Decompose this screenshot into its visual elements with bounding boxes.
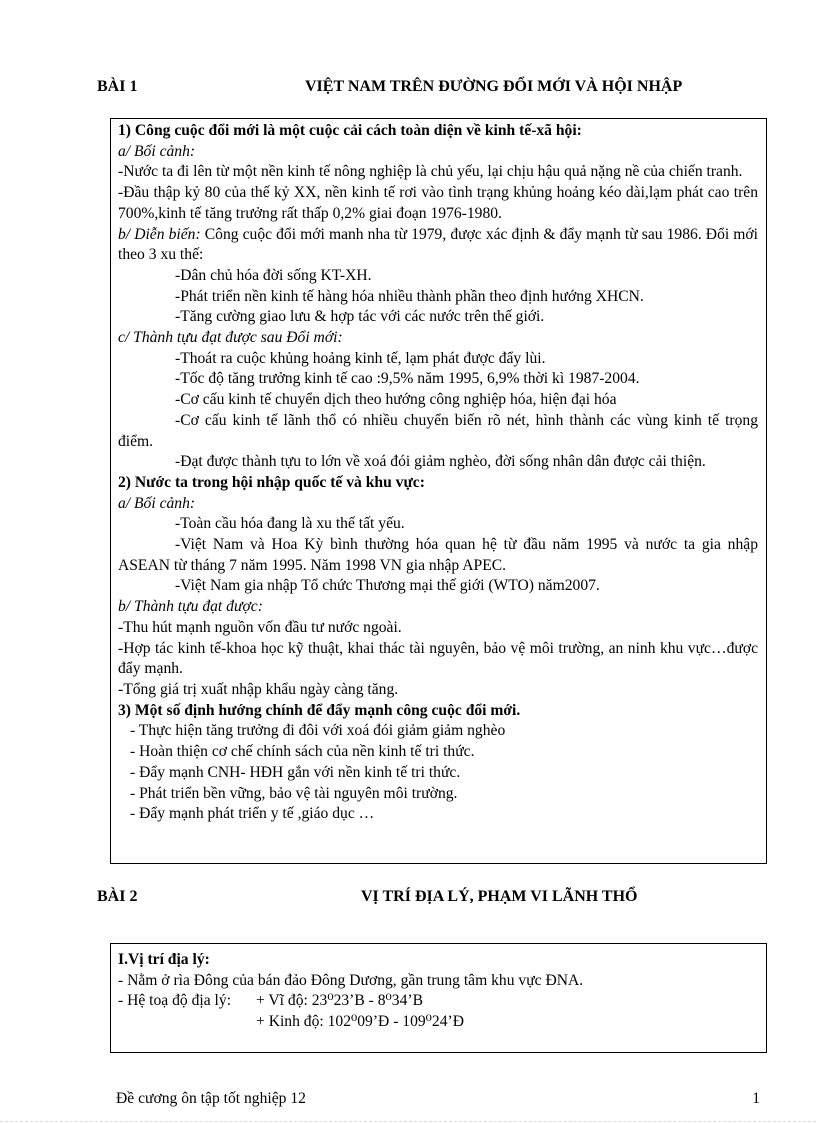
lesson1-content-box [110, 118, 767, 864]
page-bottom-divider [0, 1121, 816, 1122]
subheading-background: a/ Bối cảnh: [118, 142, 196, 160]
list-item: -Tăng cường giao lưu & hợp tác với các nước trên thế giới. [175, 308, 545, 326]
list-item: -Tốc độ tăng trưởng kinh tế cao :9,5% năm 1995, 6,9% thời kì 1987-2004. [175, 370, 640, 388]
page-footer [116, 1090, 760, 1108]
list-item: -Đạt được thành tựu to lớn về xoá đói giảm nghèo, đời sống nhân dân được cải thiện. [175, 453, 706, 471]
list-item: - Đẩy mạnh phát triển y tế ,giáo dục … [130, 805, 375, 823]
section-heading-2: 2) Nước ta trong hội nhập quốc tế và khu vực: [118, 473, 425, 491]
lesson1-number: BÀI 1 [97, 78, 138, 95]
page-number: 1 [752, 1090, 760, 1107]
coordinate-row [118, 1012, 758, 1033]
footer-text: Đề cương ôn tập tốt nghiệp 12 [116, 1090, 306, 1107]
list-item: - Thực hiện tăng trưởng đi đôi với xoá đói giảm giảm nghèo [130, 722, 506, 740]
paragraph: - Nằm ở rìa Đông của bán đảo Đông Dương, gần trung tâm khu vực ĐNA. [118, 971, 584, 989]
list-item: -Cơ cấu kinh tế lãnh thổ có nhiều chuyển biến rõ nét, hình thành các vùng kinh tế trọng điểm. [118, 411, 758, 450]
progress-text: Công cuộc đổi mới manh nha từ 1979, được xác định & đẩy mạnh từ sau 1986. Đổi mới theo 3 xu thế: [118, 225, 758, 264]
subheading-progress: b/ Diễn biến: [118, 225, 201, 243]
list-item: -Thoát ra cuộc khủng hoảng kinh tế, lạm phát được đẩy lùi. [175, 349, 546, 367]
lesson1-title: VIỆT NAM TRÊN ĐƯỜNG ĐỔI MỚI VÀ HỘI NHẬP [305, 78, 683, 95]
list-item: -Việt Nam gia nhập Tổ chức Thương mại thế giới (WTO) năm2007. [175, 577, 600, 595]
subheading-background: a/ Bối cảnh: [118, 494, 196, 512]
coordinate-spacer [118, 1012, 256, 1033]
section-heading-1: 1) Công cuộc đổi mới là một cuộc cải cách toàn diện về kinh tế-xã hội: [118, 122, 582, 139]
list-item: -Việt Nam và Hoa Kỳ bình thường hóa quan hệ từ đầu năm 1995 và nước ta gia nhập ASEAN từ tháng 7 năm 1995. Năm 1998 VN gia nhập APEC. [118, 536, 758, 574]
lesson2-content-box [110, 943, 767, 1053]
list-item: -Dân chủ hóa đời sống KT-XH. [175, 266, 372, 284]
latitude-value: + Vĩ độ: 23⁰23’B - 8⁰34’B [256, 992, 423, 1010]
section-heading-3: 3) Một số định hướng chính để đẩy mạnh công cuộc đổi mới. [118, 701, 521, 719]
list-item: -Phát triển nền kinh tế hàng hóa nhiều thành phần theo định hướng XHCN. [175, 287, 644, 305]
list-item: - Đẩy mạnh CNH- HĐH gắn với nền kinh tế tri thức. [130, 763, 461, 781]
subheading-achievements: c/ Thành tựu đạt được sau Đổi mới: [118, 329, 343, 347]
subheading-achievements: b/ Thành tựu đạt được: [118, 598, 263, 616]
coordinate-row [118, 991, 758, 1012]
list-item: -Toàn cầu hóa đang là xu thế tất yếu. [175, 515, 405, 533]
section-heading-location: I.Vị trí địa lý: [118, 951, 210, 968]
paragraph: -Tổng giá trị xuất nhập khẩu ngày càng tăng. [118, 680, 399, 698]
paragraph: -Nước ta đi lên từ một nền kinh tế nông nghiệp là chủ yếu, lại chịu hậu quả nặng nề của chiến tranh. [118, 163, 743, 181]
coordinate-label: - Hệ toạ độ địa lý: [118, 992, 232, 1010]
lesson2-title: VỊ TRÍ ĐỊA LÝ, PHẠM VI LÃNH THỔ [361, 888, 638, 905]
paragraph: -Hợp tác kinh tế-khoa học kỹ thuật, khai thác tài nguyên, bảo vệ môi trường, an ninh khu vực…được đẩy mạnh. [118, 639, 758, 678]
list-item: - Phát triển bền vững, bảo vệ tài nguyên môi trường. [130, 784, 458, 802]
paragraph-progress [118, 225, 758, 266]
list-item: -Cơ cấu kinh tế chuyển dịch theo hướng công nghiệp hóa, hiện đại hóa [175, 391, 617, 409]
longitude-value: + Kinh độ: 102⁰09’Đ - 109⁰24’Đ [256, 1013, 464, 1031]
lesson2-number: BÀI 2 [97, 888, 138, 905]
paragraph: -Thu hút mạnh nguồn vốn đầu tư nước ngoài. [118, 618, 402, 636]
list-item: - Hoàn thiện cơ chế chính sách của nền kinh tế tri thức. [130, 743, 475, 761]
paragraph: -Đầu thập kỷ 80 của thế kỷ XX, nền kinh tế rơi vào tình trạng khủng hoảng kéo dài,lạm phát cao trên 700%,kinh tế tăng trưởng rất thấp 0,2% giai đoạn 1976-1980. [118, 184, 758, 222]
